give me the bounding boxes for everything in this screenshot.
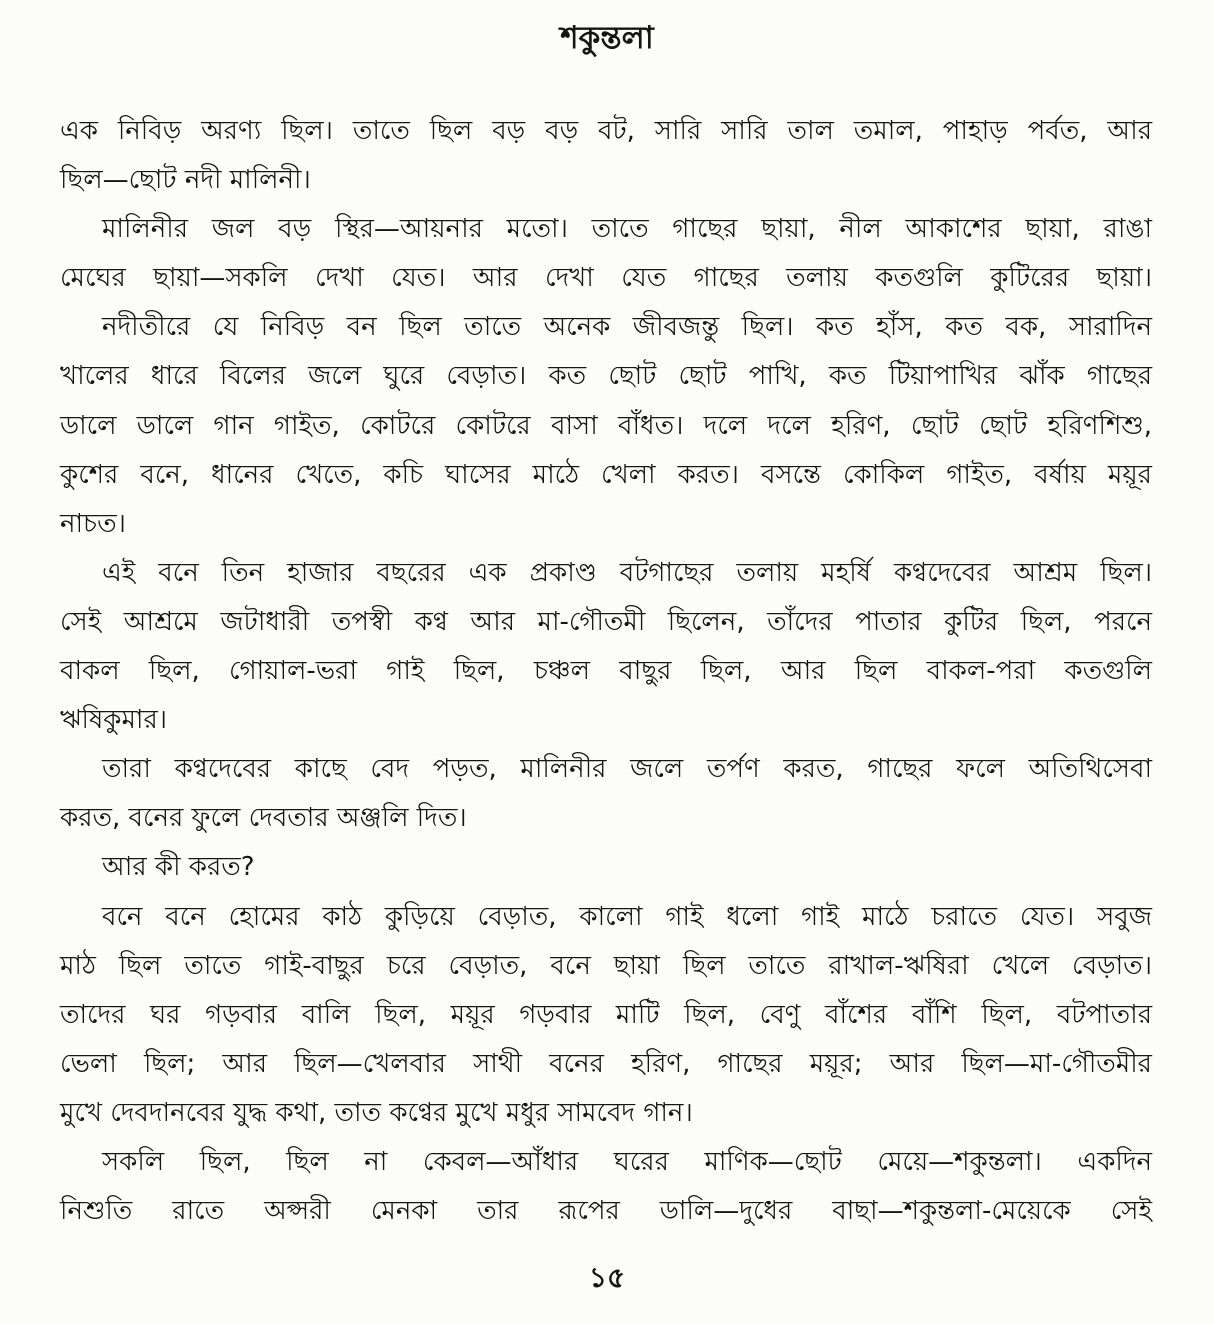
- text-line: নাচত।: [60, 508, 126, 539]
- text-line: তাদের ঘর গড়বার বালি ছিল, ময়ূর গড়বার মাটি ছিল, বেণু বাঁশের বাঁশি ছিল, বটপাতার: [60, 999, 1152, 1030]
- text-line: নদীতীরে যে নিবিড় বন ছিল তাতে অনেক জীবজন্তু ছিল। কত হাঁস, কত বক, সারাদিন: [102, 312, 1152, 343]
- text-line: মেঘের ছায়া—সকলি দেখা যেত। আর দেখা যেত গাছের তলায় কতগুলি কুটিরের ছায়া।: [60, 263, 1152, 294]
- text-line: ভেলা ছিল; আর ছিল—খেলবার সাথী বনের হরিণ, গাছের ময়ূর; আর ছিল—মা-গৌতমীর: [60, 1048, 1152, 1079]
- text-line: নিশুতি রাতে অপ্সরী মেনকা তার রূপের ডালি—দুধের বাছা—শকুন্তলা-মেয়েকে সেই: [60, 1196, 1152, 1227]
- text-line: বনে বনে হোমের কাঠ কুড়িয়ে বেড়াত, কালো গাই ধলো গাই মাঠে চরাতে যেত। সবুজ: [102, 901, 1152, 932]
- text-line: বাকল ছিল, গোয়াল-ভরা গাই ছিল, চঞ্চল বাছুর ছিল, আর ছিল বাকল-পরা কতগুলি: [60, 656, 1152, 687]
- text-line: সেই আশ্রমে জটাধারী তপস্বী কণ্ব আর মা-গৌতমী ছিলেন, তাঁদের পাতার কুটির ছিল, পরনে: [60, 606, 1152, 637]
- page-title: শকুন্তলা: [560, 20, 654, 56]
- text-line: ডালে ডালে গান গাইত, কোটরে কোটরে বাসা বাঁধত। দলে দলে হরিণ, ছোট ছোট হরিণশিশু,: [60, 410, 1152, 441]
- text-line: এই বনে তিন হাজার বছরের এক প্রকাণ্ড বটগাছের তলায় মহর্ষি কণ্বদেবের আশ্রম ছিল।: [102, 557, 1152, 588]
- text-line: সকলি ছিল, ছিল না কেবল—আঁধার ঘরের মাণিক—ছোট মেয়ে—শকুন্তলা। একদিন: [102, 1146, 1152, 1177]
- text-line: মুখে দেবদানবের যুদ্ধ কথা, তাত কণ্বের মুখে মধুর সামবেদ গান।: [60, 1097, 693, 1128]
- page-number: ১৫: [588, 1261, 626, 1294]
- text-line: মাঠ ছিল তাতে গাই-বাছুর চরে বেড়াত, বনে ছায়া ছিল তাতে রাখাল-ঋষিরা খেলে বেড়াত।: [60, 950, 1152, 981]
- text-line: খালের ধারে বিলের জলে ঘুরে বেড়াত। কত ছোট ছোট পাখি, কত টিয়াপাখির ঝাঁক গাছের: [60, 361, 1152, 392]
- body-text: [60, 107, 1152, 1236]
- text-line: ছিল—ছোট নদী মালিনী।: [60, 165, 311, 196]
- text-line: তারা কণ্বদেবের কাছে বেদ পড়ত, মালিনীর জলে তর্পণ করত, গাছের ফলে অতিথিসেবা: [102, 754, 1152, 785]
- text-line: করত, বনের ফুলে দেবতার অঞ্জলি দিত।: [60, 803, 467, 834]
- text-line: কুশের বনে, ধানের খেতে, কচি ঘাসের মাঠে খেলা করত। বসন্তে কোকিল গাইত, বর্ষায় ময়ূর: [60, 459, 1152, 490]
- text-line: ঋষিকুমার।: [60, 705, 168, 736]
- text-line: মালিনীর জল বড় স্থির—আয়নার মতো। তাতে গাছের ছায়া, নীল আকাশের ছায়া, রাঙা: [102, 214, 1152, 245]
- text-line: আর কী করত?: [102, 852, 255, 883]
- text-line: এক নিবিড় অরণ্য ছিল। তাতে ছিল বড় বড় বট, সারি সারি তাল তমাল, পাহাড় পর্বত, আর: [60, 116, 1152, 146]
